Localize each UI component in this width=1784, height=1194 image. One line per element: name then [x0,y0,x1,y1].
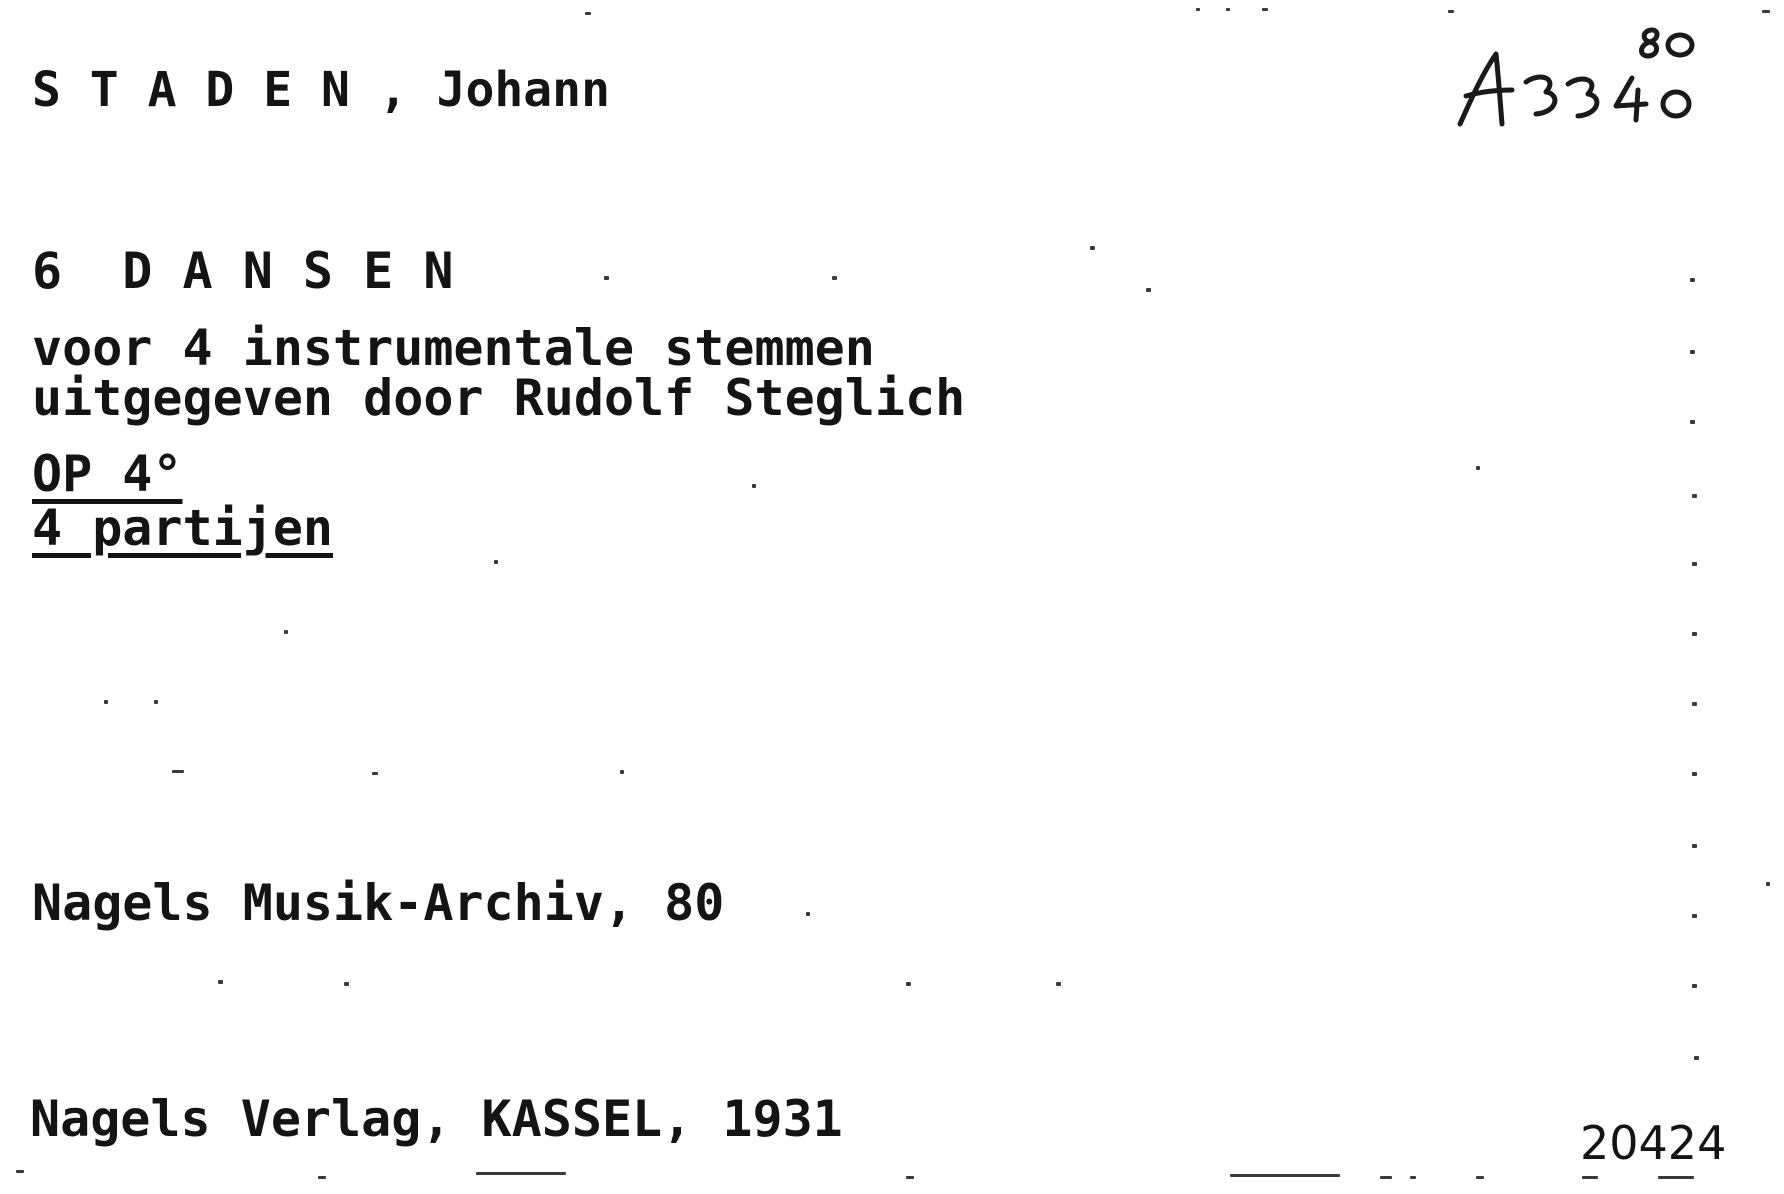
scan-speck [1226,8,1230,11]
scan-speck [1692,632,1697,636]
scan-speck [832,276,837,280]
author-heading: S T A D E N , Johann [32,62,610,118]
scan-speck [172,770,184,773]
scan-speck [1766,882,1770,886]
scan-speck [1692,562,1697,566]
scan-speck [1262,8,1268,11]
scan-speck [620,770,624,774]
scan-speck [218,980,223,984]
scan-speck [1690,350,1695,354]
scan-speck [1692,702,1697,706]
imprint: Nagels Verlag, KASSEL, 1931 [30,1090,843,1148]
handwritten-shelfmark [1440,12,1710,132]
scan-speck [318,1176,326,1179]
scan-speck [1196,8,1200,11]
format-note: OP 4° [32,445,183,503]
scan-speck [1582,1176,1598,1179]
scan-speck [1410,1176,1416,1179]
subtitle-line-2: uitgegeven door Rudolf Steglich [32,369,966,427]
series-statement: Nagels Musik-Archiv, 80 [32,874,725,932]
scan-speck [476,1172,566,1175]
scan-speck [154,700,158,704]
accession-number: 20424 [1580,1116,1727,1170]
scan-speck [16,1170,24,1173]
scan-speck [1692,914,1697,918]
scan-speck [1230,1174,1340,1177]
scan-speck [1146,288,1151,292]
scan-speck [1692,494,1697,498]
subtitle-line-1: voor 4 instrumentale stemmen [32,319,875,377]
scan-speck [1476,466,1480,470]
scan-speck [372,772,378,775]
scan-speck [1476,1176,1484,1179]
scan-speck [1658,1176,1694,1179]
scan-speck [1690,420,1695,424]
scan-speck [1692,844,1697,848]
scan-speck [1690,278,1695,282]
parts-note: 4 partijen [32,499,334,557]
scan-speck [1694,1056,1699,1060]
scan-speck [104,700,108,704]
scan-speck [494,560,498,564]
scan-speck [1692,984,1697,988]
scan-speck [806,912,810,916]
scan-speck [906,982,911,986]
scan-speck [906,1176,914,1179]
scan-speck [604,276,609,280]
scan-speck [284,630,288,634]
title: 6 D A N S E N [32,242,454,300]
scan-speck [1056,982,1061,986]
scan-speck [1448,10,1454,13]
scan-speck [344,982,349,986]
scan-speck [585,12,591,15]
scan-speck [1692,772,1697,776]
scan-speck [1380,1176,1392,1179]
scan-speck [1090,246,1095,250]
scan-speck [1762,10,1770,13]
scan-speck [752,484,756,488]
